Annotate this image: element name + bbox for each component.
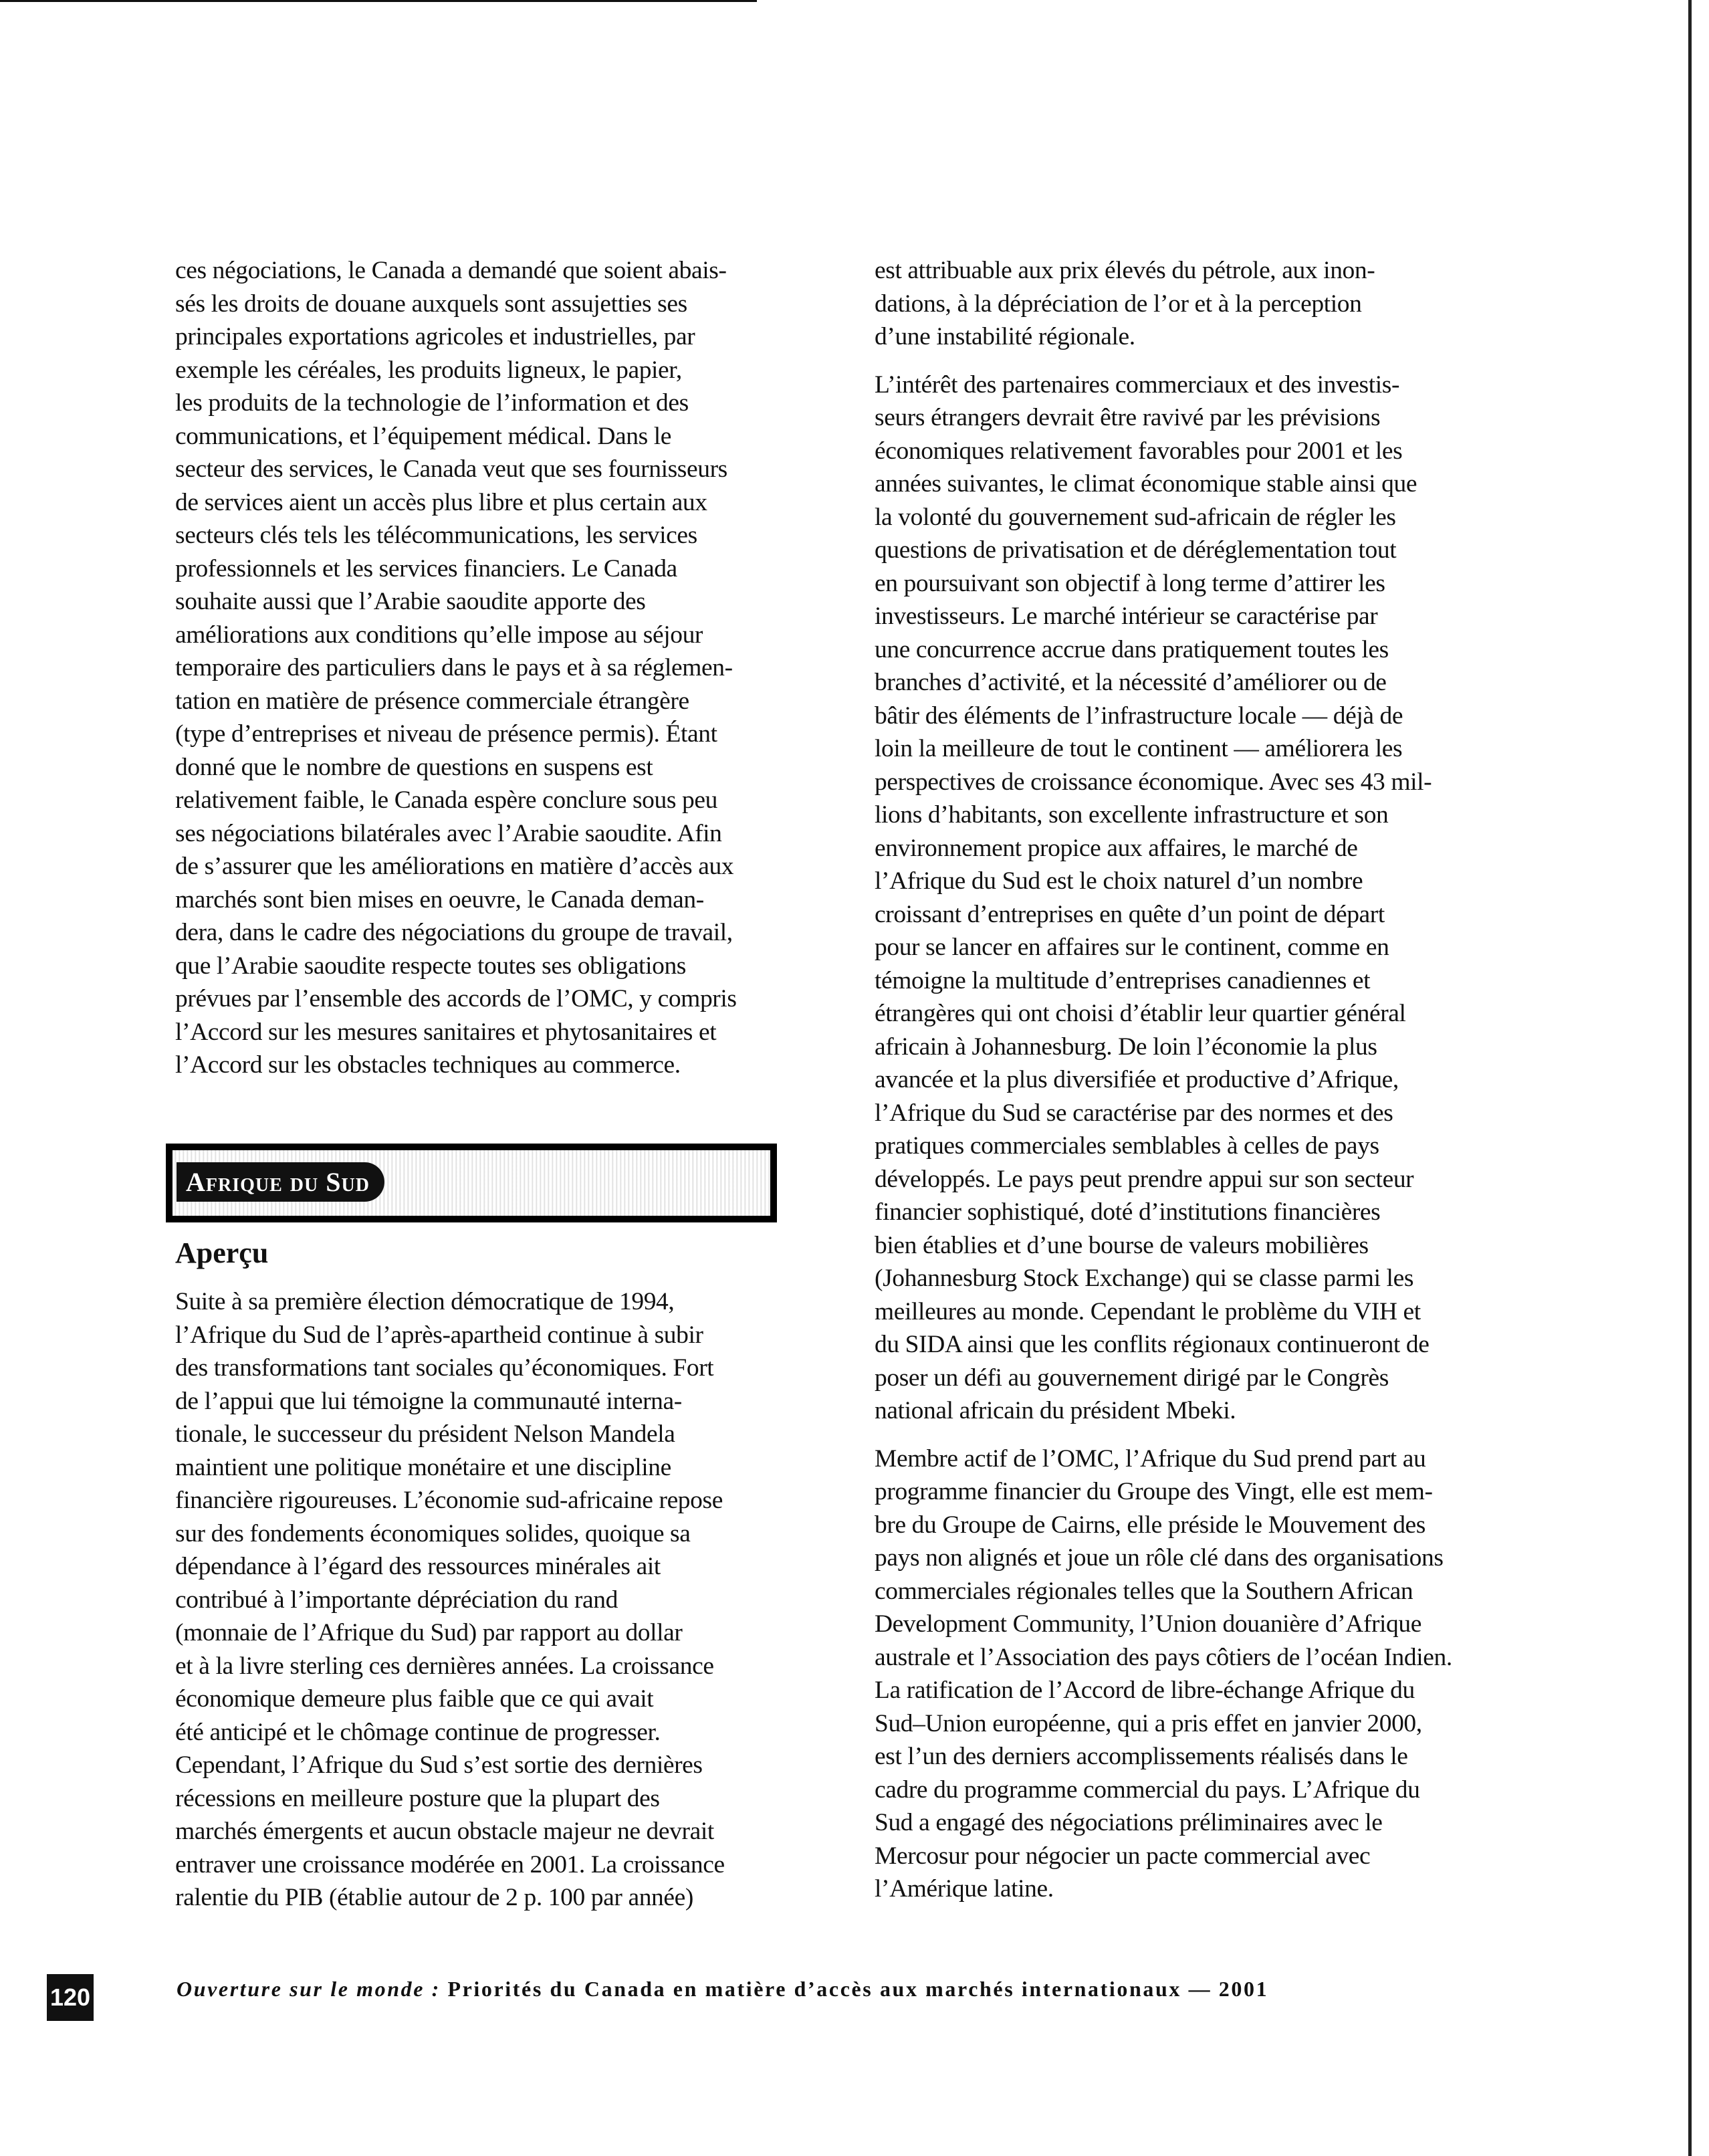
section-banner bbox=[166, 1144, 777, 1222]
right-column bbox=[875, 254, 1476, 1921]
section-heading: Aperçu bbox=[175, 1236, 269, 1269]
section-banner-title: Afrique du Sud bbox=[177, 1162, 384, 1202]
left-column-top bbox=[175, 254, 777, 1097]
top-rule bbox=[0, 0, 757, 2]
body-paragraph: est attribuable aux prix élevés du pétrole, aux inon- dations, à la dépréciation de l’or et à la perception d’une instabilité régionale. bbox=[875, 257, 1375, 350]
running-footer bbox=[177, 1977, 1434, 2002]
left-column-bottom bbox=[175, 1285, 777, 1929]
page-number: 120 bbox=[47, 1974, 94, 2021]
publication-subtitle: Priorités du Canada en matière d’accès aux marchés internationaux — 2001 bbox=[440, 1977, 1269, 2001]
publication-title: Ouverture sur le monde : bbox=[177, 1977, 441, 2001]
body-paragraph: Suite à sa première élection démocratique de 1994, l’Afrique du Sud de l’après-apartheid continue à subir des transformations tant sociales qu’économiques. Fort de l’appui que lui témoigne la communauté interna- tionale, le successeur du président Nelson Mandela maintient une politique monétaire et une discipline financière rigoureuses. L’économie sud-africaine repose sur des fondements économiques solides, quoique sa dépendance à l’égard des ressources minérales ait contribué à l’importante dépréciation du rand (monnaie de l’Afrique du Sud) par rapport au dollar et à la livre sterling ces dernières années. La croissance économique demeure plus faible que ce qui avait été anticipé et le chômage continue de progresser. Cependant, l’Afrique du Sud s’est sortie des dernières récessions en meilleure posture que la plupart des marchés émergents et aucun obstacle majeur ne devrait entraver une croissance modérée en 2001. La croissance ralentie du PIB (établie autour de 2 p. 100 par année) bbox=[175, 1288, 725, 1911]
body-paragraph: L’intérêt des partenaires commerciaux et des investis- seurs étrangers devrait être ravivé par les prévisions économiques relativement favorables pour 2001 et les années suivantes, le climat économique stable ainsi que la volonté du gouvernement sud-africain de régler les questions de privatisation et de déréglementation tout en poursuivant son objectif à long terme d’attirer les investisseurs. Le marché intérieur se caractérise par une concurrence accrue dans pratiquement toutes les branches d’activité, et la nécessité d’améliorer ou de bâtir des éléments de l’infrastructure locale — déjà de loin la meilleure de tout le continent — améliorera les perspectives de croissance économique. Avec ses 43 mil- lions d’habitants, son excellente infrastructure et son environnement propice aux affaires, le marché de l’Afrique du Sud est le choix naturel d’un nombre croissant d’entreprises en quête d’un point de départ pour se lancer en affaires sur le continent, comme en témoigne la multitude d’entreprises canadiennes et étrangères qui ont choisi d’établir leur quartier général africain à Johannesburg. De loin l’économie la plus avancée et la plus diversifiée et productive d’Afrique, l’Afrique du Sud se caractérise par des normes et des pratiques commerciales semblables à celles de pays développés. Le pays peut prendre appui sur son secteur financier sophistiqué, doté d’institutions financières bien établies et d’une bourse de valeurs mobilières (Johannesburg Stock Exchange) qui se classe parmi les meilleures au monde. Cependant le problème du VIH et du SIDA ainsi que les conflits régionaux continueront de poser un défi au gouvernement dirigé par le Congrès national africain du président Mbeki. bbox=[875, 370, 1432, 1424]
body-paragraph: ces négociations, le Canada a demandé que soient abais- sés les droits de douane auxquels sont assujetties ses principales exportations agricoles et industrielles, par exemple les céréales, les produits ligneux, le papier, les produits de la technologie de l’information et des communications, et l’équipement médical. Dans le secteur des services, le Canada veut que ses fournisseurs de services aient un accès plus libre et plus certain aux secteurs clés tels les télécommunications, les services professionnels et les services financiers. Le Canada souhaite aussi que l’Arabie saoudite apporte des améliorations aux conditions qu’elle impose au séjour temporaire des particuliers dans le pays et à sa réglemen- tation en matière de présence commerciale étrangère (type d’entreprises et niveau de présence permis). Étant donné que le nombre de questions en suspens est relativement faible, le Canada espère conclure sous peu ses négociations bilatérales avec l’Arabie saoudite. Afin de s’assurer que les améliorations en matière d’accès aux marchés sont bien mises en oeuvre, le Canada deman- dera, dans le cadre des négociations du groupe de travail, que l’Arabie saoudite respecte toutes ses obligations prévues par l’ensemble des accords de l’OMC, y compris l’Accord sur les mesures sanitaires et phytosanitaires et l’Accord sur les obstacles techniques au commerce. bbox=[175, 257, 737, 1079]
scan-edge bbox=[1688, 0, 1692, 2156]
body-paragraph: Membre actif de l’OMC, l’Afrique du Sud prend part au programme financier du Groupe des Vingt, elle est mem- bre du Groupe de Cairns, elle préside le Mouvement des pays non alignés et joue un rôle clé dans des organisations commerciales régionales telles que la Southern African Development Community, l’Union douanière d’Afrique australe et l’Association des pays côtiers de l’océan Indien. La ratification de l’Accord de libre-échange Afrique du Sud–Union européenne, qui a pris effet en janvier 2000, est l’un des derniers accomplissements réalisés dans le cadre du programme commercial du pays. L’Afrique du Sud a engagé des négociations préliminaires avec le Mercosur pour négocier un pacte commercial avec l’Amérique latine. bbox=[875, 1444, 1452, 1903]
